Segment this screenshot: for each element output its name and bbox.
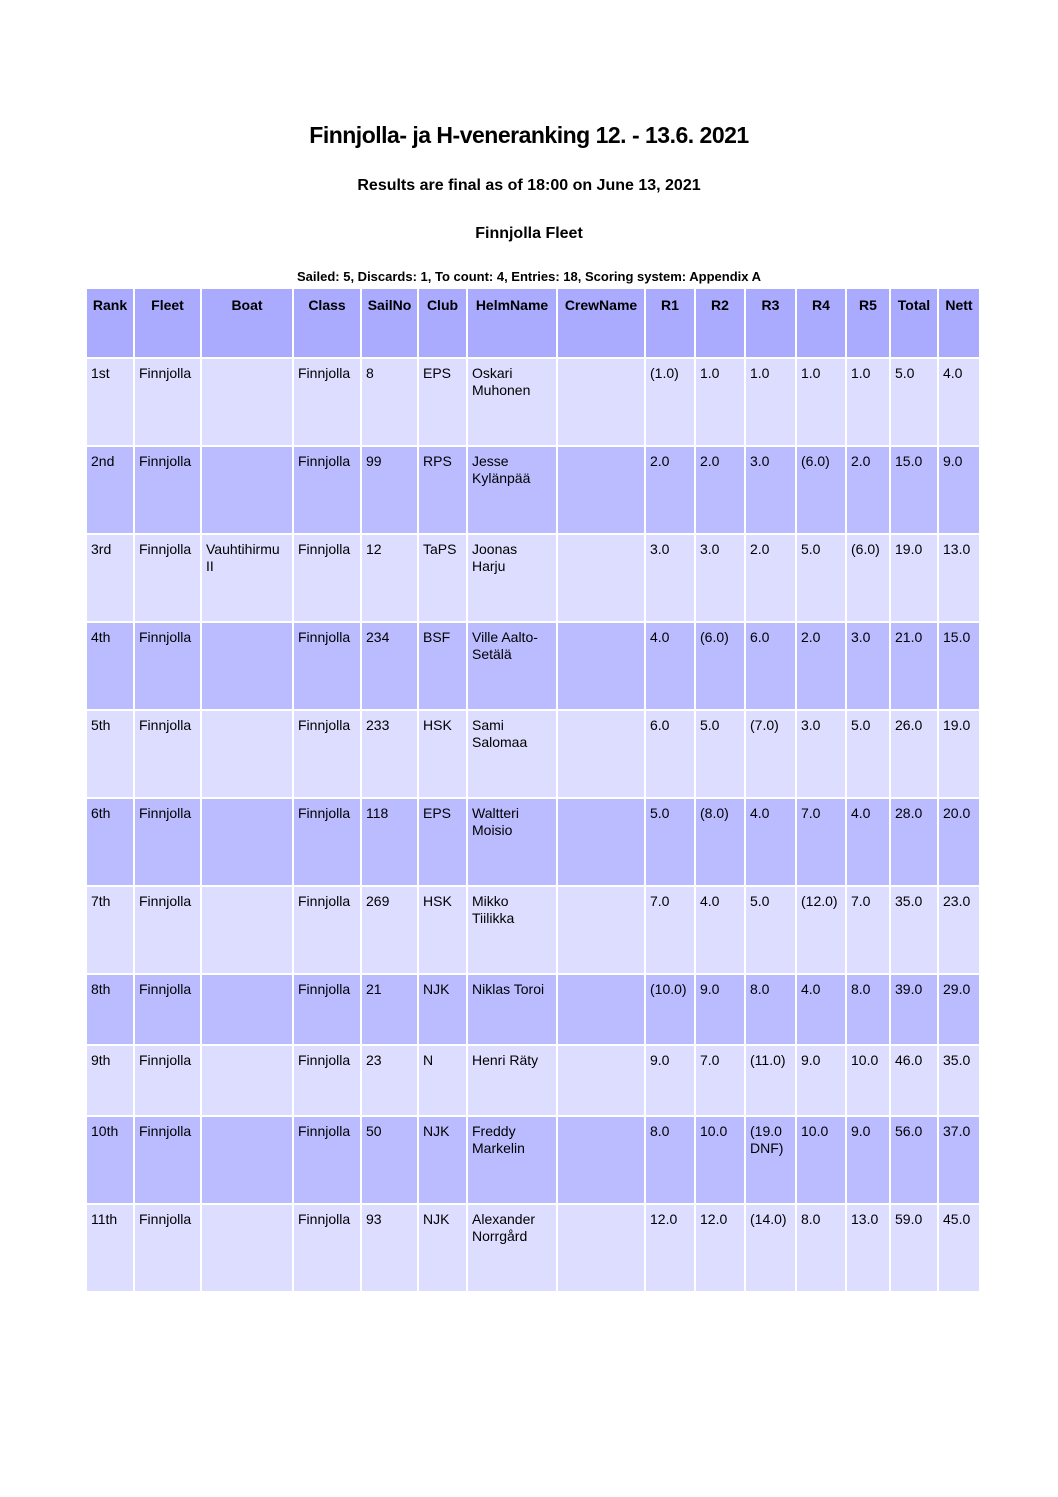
cell-class: Finnjolla [294, 1117, 360, 1203]
cell-crewname [558, 711, 644, 797]
column-header-nett: Nett [939, 289, 979, 357]
cell-class: Finnjolla [294, 623, 360, 709]
cell-nett: 19.0 [939, 711, 979, 797]
cell-r1: 2.0 [646, 447, 694, 533]
cell-fleet: Finnjolla [135, 1205, 200, 1291]
cell-sailno: 269 [362, 887, 417, 973]
cell-r3: (14.0) [746, 1205, 795, 1291]
cell-fleet: Finnjolla [135, 359, 200, 445]
cell-r5: 7.0 [847, 887, 889, 973]
cell-r5: (6.0) [847, 535, 889, 621]
cell-r1: 7.0 [646, 887, 694, 973]
cell-club: NJK [419, 975, 466, 1044]
cell-r4: 8.0 [797, 1205, 845, 1291]
cell-sailno: 99 [362, 447, 417, 533]
cell-sailno: 12 [362, 535, 417, 621]
cell-rank: 6th [87, 799, 133, 885]
cell-class: Finnjolla [294, 1205, 360, 1291]
column-header-club: Club [419, 289, 466, 357]
cell-r4: 2.0 [797, 623, 845, 709]
cell-sailno: 118 [362, 799, 417, 885]
cell-rank: 10th [87, 1117, 133, 1203]
cell-nett: 15.0 [939, 623, 979, 709]
cell-r3: 6.0 [746, 623, 795, 709]
cell-r2: 9.0 [696, 975, 744, 1044]
cell-rank: 1st [87, 359, 133, 445]
cell-sailno: 50 [362, 1117, 417, 1203]
cell-r1: 3.0 [646, 535, 694, 621]
cell-crewname [558, 799, 644, 885]
cell-helmname: Sami Salomaa [468, 711, 556, 797]
cell-nett: 35.0 [939, 1046, 979, 1115]
cell-crewname [558, 623, 644, 709]
column-header-r4: R4 [797, 289, 845, 357]
cell-nett: 45.0 [939, 1205, 979, 1291]
cell-class: Finnjolla [294, 359, 360, 445]
table-row [87, 623, 979, 709]
cell-rank: 11th [87, 1205, 133, 1291]
cell-total: 28.0 [891, 799, 937, 885]
cell-r2: 1.0 [696, 359, 744, 445]
table-row [87, 1117, 979, 1203]
cell-total: 35.0 [891, 887, 937, 973]
cell-boat [202, 799, 292, 885]
cell-crewname [558, 535, 644, 621]
cell-r2: 5.0 [696, 711, 744, 797]
cell-total: 15.0 [891, 447, 937, 533]
cell-r2: 12.0 [696, 1205, 744, 1291]
column-header-r1: R1 [646, 289, 694, 357]
cell-r4: (6.0) [797, 447, 845, 533]
cell-r3: 1.0 [746, 359, 795, 445]
cell-rank: 2nd [87, 447, 133, 533]
cell-sailno: 23 [362, 1046, 417, 1115]
results-status: Results are final as of 18:00 on June 13, 2021 [357, 177, 701, 194]
cell-r3: 5.0 [746, 887, 795, 973]
cell-r5: 9.0 [847, 1117, 889, 1203]
cell-r1: (10.0) [646, 975, 694, 1044]
column-header-crewname: CrewName [558, 289, 644, 357]
cell-club: BSF [419, 623, 466, 709]
cell-rank: 4th [87, 623, 133, 709]
cell-club: RPS [419, 447, 466, 533]
cell-class: Finnjolla [294, 535, 360, 621]
cell-helmname: Henri Räty [468, 1046, 556, 1115]
cell-boat [202, 1117, 292, 1203]
results-body [87, 359, 979, 1291]
cell-class: Finnjolla [294, 887, 360, 973]
cell-sailno: 233 [362, 711, 417, 797]
cell-nett: 4.0 [939, 359, 979, 445]
cell-r3: (7.0) [746, 711, 795, 797]
cell-r5: 10.0 [847, 1046, 889, 1115]
cell-boat [202, 711, 292, 797]
cell-r2: (8.0) [696, 799, 744, 885]
cell-sailno: 8 [362, 359, 417, 445]
cell-r4: 1.0 [797, 359, 845, 445]
cell-r1: 4.0 [646, 623, 694, 709]
table-row [87, 1046, 979, 1115]
cell-boat: Vauhtihirmu II [202, 535, 292, 621]
cell-r3: 2.0 [746, 535, 795, 621]
cell-club: N [419, 1046, 466, 1115]
cell-r1: 8.0 [646, 1117, 694, 1203]
series-summary: Sailed: 5, Discards: 1, To count: 4, Entries: 18, Scoring system: Appendix A [296, 269, 762, 284]
cell-crewname [558, 975, 644, 1044]
cell-boat [202, 1205, 292, 1291]
cell-crewname [558, 447, 644, 533]
cell-r2: 7.0 [696, 1046, 744, 1115]
cell-class: Finnjolla [294, 975, 360, 1044]
cell-r3: 8.0 [746, 975, 795, 1044]
cell-helmname: Niklas Toroi [468, 975, 556, 1044]
cell-helmname: Ville Aalto-Setälä [468, 623, 556, 709]
cell-helmname: Waltteri Moisio [468, 799, 556, 885]
cell-r2: 3.0 [696, 535, 744, 621]
cell-r4: 9.0 [797, 1046, 845, 1115]
column-header-r2: R2 [696, 289, 744, 357]
column-header-rank: Rank [87, 289, 133, 357]
cell-boat [202, 887, 292, 973]
cell-r2: 10.0 [696, 1117, 744, 1203]
column-header-fleet: Fleet [135, 289, 200, 357]
table-row [87, 1205, 979, 1291]
cell-club: EPS [419, 359, 466, 445]
cell-total: 19.0 [891, 535, 937, 621]
fleet-heading: Finnjolla Fleet [475, 225, 583, 242]
cell-rank: 5th [87, 711, 133, 797]
cell-r3: (11.0) [746, 1046, 795, 1115]
column-header-total: Total [891, 289, 937, 357]
column-header-sailno: SailNo [362, 289, 417, 357]
cell-helmname: Oskari Muhonen [468, 359, 556, 445]
cell-boat [202, 1046, 292, 1115]
results-table [85, 287, 981, 1293]
cell-r1: 12.0 [646, 1205, 694, 1291]
cell-total: 59.0 [891, 1205, 937, 1291]
cell-crewname [558, 1205, 644, 1291]
cell-r2: 2.0 [696, 447, 744, 533]
column-header-helmname: HelmName [468, 289, 556, 357]
cell-total: 5.0 [891, 359, 937, 445]
cell-crewname [558, 887, 644, 973]
cell-helmname: Joonas Harju [468, 535, 556, 621]
cell-fleet: Finnjolla [135, 535, 200, 621]
cell-club: EPS [419, 799, 466, 885]
cell-fleet: Finnjolla [135, 799, 200, 885]
cell-fleet: Finnjolla [135, 623, 200, 709]
cell-club: TaPS [419, 535, 466, 621]
cell-r4: (12.0) [797, 887, 845, 973]
cell-total: 26.0 [891, 711, 937, 797]
cell-fleet: Finnjolla [135, 887, 200, 973]
cell-fleet: Finnjolla [135, 447, 200, 533]
cell-helmname: Mikko Tiilikka [468, 887, 556, 973]
cell-r5: 8.0 [847, 975, 889, 1044]
cell-r5: 3.0 [847, 623, 889, 709]
cell-r5: 13.0 [847, 1205, 889, 1291]
cell-nett: 23.0 [939, 887, 979, 973]
page-title: Finnjolla- ja H-veneranking 12. - 13.6. 2021 [309, 122, 749, 148]
cell-fleet: Finnjolla [135, 1046, 200, 1115]
table-row [87, 711, 979, 797]
cell-total: 46.0 [891, 1046, 937, 1115]
cell-club: HSK [419, 711, 466, 797]
cell-class: Finnjolla [294, 447, 360, 533]
cell-fleet: Finnjolla [135, 975, 200, 1044]
cell-helmname: Freddy Markelin [468, 1117, 556, 1203]
cell-nett: 37.0 [939, 1117, 979, 1203]
cell-sailno: 234 [362, 623, 417, 709]
cell-r5: 5.0 [847, 711, 889, 797]
table-row [87, 535, 979, 621]
cell-rank: 8th [87, 975, 133, 1044]
cell-total: 39.0 [891, 975, 937, 1044]
column-header-r5: R5 [847, 289, 889, 357]
cell-r4: 3.0 [797, 711, 845, 797]
table-row [87, 359, 979, 445]
cell-club: NJK [419, 1205, 466, 1291]
cell-crewname [558, 1117, 644, 1203]
cell-nett: 13.0 [939, 535, 979, 621]
cell-club: NJK [419, 1117, 466, 1203]
cell-r4: 10.0 [797, 1117, 845, 1203]
cell-boat [202, 447, 292, 533]
cell-crewname [558, 359, 644, 445]
cell-r3: (19.0 DNF) [746, 1117, 795, 1203]
table-row [87, 447, 979, 533]
cell-r1: (1.0) [646, 359, 694, 445]
cell-nett: 9.0 [939, 447, 979, 533]
cell-r4: 5.0 [797, 535, 845, 621]
cell-r2: (6.0) [696, 623, 744, 709]
cell-r5: 4.0 [847, 799, 889, 885]
table-row [87, 887, 979, 973]
cell-nett: 29.0 [939, 975, 979, 1044]
cell-boat [202, 623, 292, 709]
cell-fleet: Finnjolla [135, 1117, 200, 1203]
cell-club: HSK [419, 887, 466, 973]
cell-class: Finnjolla [294, 799, 360, 885]
cell-helmname: Alexander Norrgård [468, 1205, 556, 1291]
cell-rank: 7th [87, 887, 133, 973]
cell-class: Finnjolla [294, 711, 360, 797]
column-header-r3: R3 [746, 289, 795, 357]
table-row [87, 975, 979, 1044]
cell-r3: 3.0 [746, 447, 795, 533]
cell-r5: 1.0 [847, 359, 889, 445]
cell-class: Finnjolla [294, 1046, 360, 1115]
cell-r4: 4.0 [797, 975, 845, 1044]
cell-r1: 6.0 [646, 711, 694, 797]
cell-r2: 4.0 [696, 887, 744, 973]
cell-rank: 3rd [87, 535, 133, 621]
cell-fleet: Finnjolla [135, 711, 200, 797]
cell-sailno: 93 [362, 1205, 417, 1291]
table-header-row [87, 289, 979, 357]
cell-crewname [558, 1046, 644, 1115]
cell-r1: 5.0 [646, 799, 694, 885]
cell-total: 21.0 [891, 623, 937, 709]
cell-boat [202, 975, 292, 1044]
cell-r3: 4.0 [746, 799, 795, 885]
cell-r1: 9.0 [646, 1046, 694, 1115]
cell-boat [202, 359, 292, 445]
cell-r4: 7.0 [797, 799, 845, 885]
cell-r5: 2.0 [847, 447, 889, 533]
cell-total: 56.0 [891, 1117, 937, 1203]
column-header-class: Class [294, 289, 360, 357]
table-row [87, 799, 979, 885]
cell-rank: 9th [87, 1046, 133, 1115]
cell-helmname: Jesse Kylänpää [468, 447, 556, 533]
cell-sailno: 21 [362, 975, 417, 1044]
cell-nett: 20.0 [939, 799, 979, 885]
column-header-boat: Boat [202, 289, 292, 357]
